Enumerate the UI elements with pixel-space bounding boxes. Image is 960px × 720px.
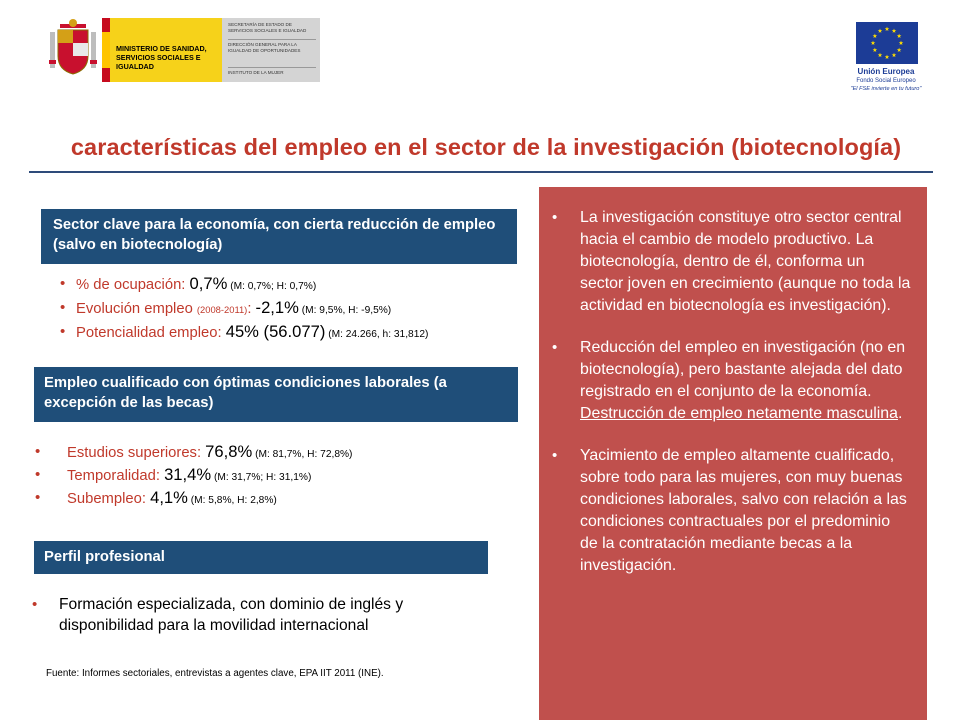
summary-item-end: .: [897, 405, 903, 422]
list-item: [60, 320, 428, 344]
ministry-logo: [48, 18, 320, 82]
instituto-text: INSTITUTO DE LA MUJER: [228, 70, 284, 75]
eu-logo-text: [840, 67, 932, 93]
list-item: • Formación especializada, con dominio de inglés y disponibilidad para la movilidad internacional: [32, 594, 492, 636]
item-label: % de ocupación:: [76, 277, 190, 293]
item-label: Potencialidad empleo:: [76, 325, 226, 341]
sector-clave-list: [60, 272, 428, 344]
item-label: Evolución empleo: [76, 301, 197, 317]
list-item: [35, 440, 352, 463]
divider: [228, 39, 316, 40]
secretaria-text: SECRETARÍA DE ESTADO DE SERVICIOS SOCIALES E IGUALDAD: [228, 22, 307, 33]
item-value: 31,4%: [164, 465, 212, 484]
item-detail: (M: 5,8%, H: 2,8%): [187, 495, 277, 506]
item-detail: (M: 31,7%; H: 31,1%): [211, 472, 312, 483]
summary-item-text: Reducción del empleo en investigación (no en biotecnología), pero bastante alejada del dato registrado en el conjunto de la economía.: [580, 339, 906, 400]
item-label-end: :: [247, 301, 256, 317]
item-value: 0,7%: [189, 274, 228, 293]
item-detail: (M: 9,5%, H: -9,5%): [298, 305, 392, 316]
section-header-sector-clave: Sector clave para la economía, con cierta reducción de empleo (salvo en biotecnología): [41, 209, 517, 264]
list-item: [60, 296, 428, 320]
section-header-empleo-cualificado: Empleo cualificado con óptimas condiciones laborales (a excepción de las becas): [34, 367, 518, 422]
summary-item: [552, 337, 912, 425]
item-label: Subempleo:: [67, 491, 151, 507]
perfil-profesional-list: [32, 594, 492, 636]
ministry-name: MINISTERIO DE SANIDAD, SERVICIOS SOCIALES E IGUALDAD: [116, 44, 207, 71]
item-detail: (M: 0,7%; H: 0,7%): [227, 281, 317, 292]
item-value: 76,8%: [205, 442, 253, 461]
item-label: Temporalidad:: [67, 468, 165, 484]
divider: [228, 67, 316, 68]
item-value: -2,1%: [255, 298, 299, 317]
item-value: 4,1%: [150, 488, 188, 507]
coat-of-arms-icon: [48, 18, 98, 82]
empleo-cualificado-list: [35, 440, 352, 509]
eu-motto: "El FSE invierte en tu futuro": [850, 86, 922, 92]
direccion-text: DIRECCIÓN GENERAL PARA LA IGUALDAD DE OPORTUNIDADES: [228, 42, 301, 53]
summary-item: • La investigación constituye otro sector central hacia el cambio de modelo productivo. La biotecnología, dentro de él, conforma un sector joven en crecimiento (aunque no toda la actividad en biotecnología es investigación).: [552, 207, 912, 317]
page-title: características del empleo en el sector de la investigación (biotecnología): [70, 134, 902, 160]
spanish-flag-stripe: [102, 18, 110, 82]
list-item: [60, 272, 428, 296]
eu-flag-icon: [856, 22, 918, 64]
section-header-perfil-profesional: Perfil profesional: [34, 541, 488, 574]
eu-fund: Fondo Social Europeo: [856, 78, 916, 84]
source-note: Fuente: Informes sectoriales, entrevistas a agentes clave, EPA IIT 2011 (INE).: [46, 668, 384, 679]
list-item: [35, 463, 352, 486]
title-underline: [29, 171, 933, 173]
eu-name: Unión Europea: [857, 67, 915, 76]
summary-item: • Yacimiento de empleo altamente cualificado, sobre todo para las mujeres, con muy buenas condiciones laborales, salvo con relación a las condiciones contractuales por el predominio de la contratación mediante becas a la investigación.: [552, 445, 912, 577]
summary-list: [552, 207, 912, 597]
list-item: [35, 486, 352, 509]
item-period: (2008-2011): [196, 304, 248, 315]
item-label: Estudios superiores:: [67, 445, 206, 461]
summary-item-underlined: Destrucción de empleo netamente masculina: [580, 405, 898, 422]
item-value: 45% (56.077): [225, 322, 326, 341]
item-detail: (M: 24.266, h: 31,812): [325, 329, 429, 340]
item-detail: (M: 81,7%, H: 72,8%): [252, 449, 353, 460]
